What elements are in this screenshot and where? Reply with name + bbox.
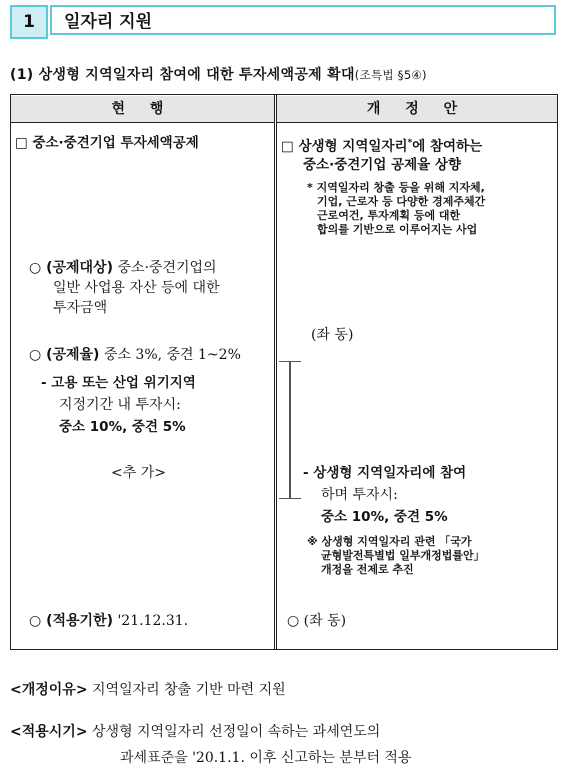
timing-text-1: 상생형 지역일자리 선정일이 속하는 과세연도의 — [92, 724, 381, 740]
crisis-line-3: 중소 10%, 중견 5% — [59, 419, 186, 435]
note-line-4: 합의를 기반으로 이루어지는 사업 — [317, 223, 478, 236]
crisis-line-2: 지정기간 내 투자시: — [59, 397, 181, 413]
sang-line-1: - 상생형 지역일자리에 참여 — [303, 465, 467, 481]
proposed-heading-tail: 에 참여하는 — [412, 138, 483, 155]
reason-label: <개정이유> — [10, 682, 88, 698]
subsection-title-text: (1) 상생형 지역일자리 참여에 대한 투자세액공제 확대 — [10, 67, 355, 83]
section-number-box: 1 — [10, 5, 48, 39]
timing-label: <적용시기> — [10, 724, 88, 740]
footnote-star: * — [407, 138, 413, 148]
proposed-note — [307, 181, 557, 237]
subsection-title — [10, 64, 427, 84]
column-header-current: 현 행 — [11, 96, 274, 123]
current-target-block — [29, 258, 269, 318]
note-line-2: 기업, 근로자 등 다양한 경제주체간 — [317, 195, 486, 208]
section-title-box: 일자리 지원 — [50, 5, 556, 35]
proposed-same-1: (좌 동) — [311, 327, 354, 343]
timing-text-2: 과세표준을 '20.1.1. 이후 신고하는 분부터 적용 — [120, 750, 412, 766]
target-label: ○ (공제대상) — [29, 260, 113, 276]
current-period-block — [29, 611, 269, 631]
sang-line-2: 하며 투자시: — [321, 487, 398, 503]
proposed-heading-3: 중소·중견기업 공제율 상향 — [303, 157, 461, 173]
proposed-same-2: ○ (좌 동) — [287, 613, 347, 629]
target-text-1: 중소·중견기업의 — [117, 260, 217, 276]
proposed-heading-text: □ 상생형 지역일자리 — [281, 138, 408, 155]
current-heading: □ 중소·중견기업 투자세액공제 — [15, 135, 199, 151]
ref-line-2: 균형발전특별법 일부개정법률안」 — [321, 549, 485, 562]
comparison-table — [10, 94, 558, 650]
proposed-reference — [307, 535, 557, 577]
reason-text: 지역일자리 창출 기반 마련 지원 — [92, 682, 286, 698]
target-text-3: 투자금액 — [53, 300, 108, 316]
rate-text: 중소 3%, 중견 1~2% — [103, 347, 241, 363]
bracket-right — [290, 361, 301, 499]
column-divider — [274, 95, 277, 649]
column-header-proposed: 개 정 안 — [277, 96, 557, 123]
law-reference: (조특법 §5④) — [354, 68, 427, 82]
period-value: '21.12.31. — [117, 613, 189, 629]
added-placeholder: <추 가> — [111, 465, 166, 481]
note-line-3: 근로여건, 투자계획 등에 대한 — [317, 209, 461, 222]
timing-block — [10, 722, 570, 742]
period-label: ○ (적용기한) — [29, 613, 113, 629]
rate-label: ○ (공제율) — [29, 347, 100, 363]
proposed-heading-1 — [281, 133, 557, 157]
reason-block — [10, 680, 570, 700]
crisis-line-1: - 고용 또는 산업 위기지역 — [41, 375, 196, 391]
ref-line-1: ※ 상생형 지역일자리 관련 「국가 — [307, 535, 472, 548]
current-rate-block — [29, 345, 269, 365]
target-text-2: 일반 사업용 자산 등에 대한 — [53, 280, 220, 296]
sang-line-3: 중소 10%, 중견 5% — [321, 509, 448, 525]
note-line-1: * 지역일자리 창출 등을 위해 지자체, — [307, 181, 485, 194]
ref-line-3: 개정을 전제로 추진 — [321, 563, 414, 576]
bracket-left — [279, 361, 290, 499]
